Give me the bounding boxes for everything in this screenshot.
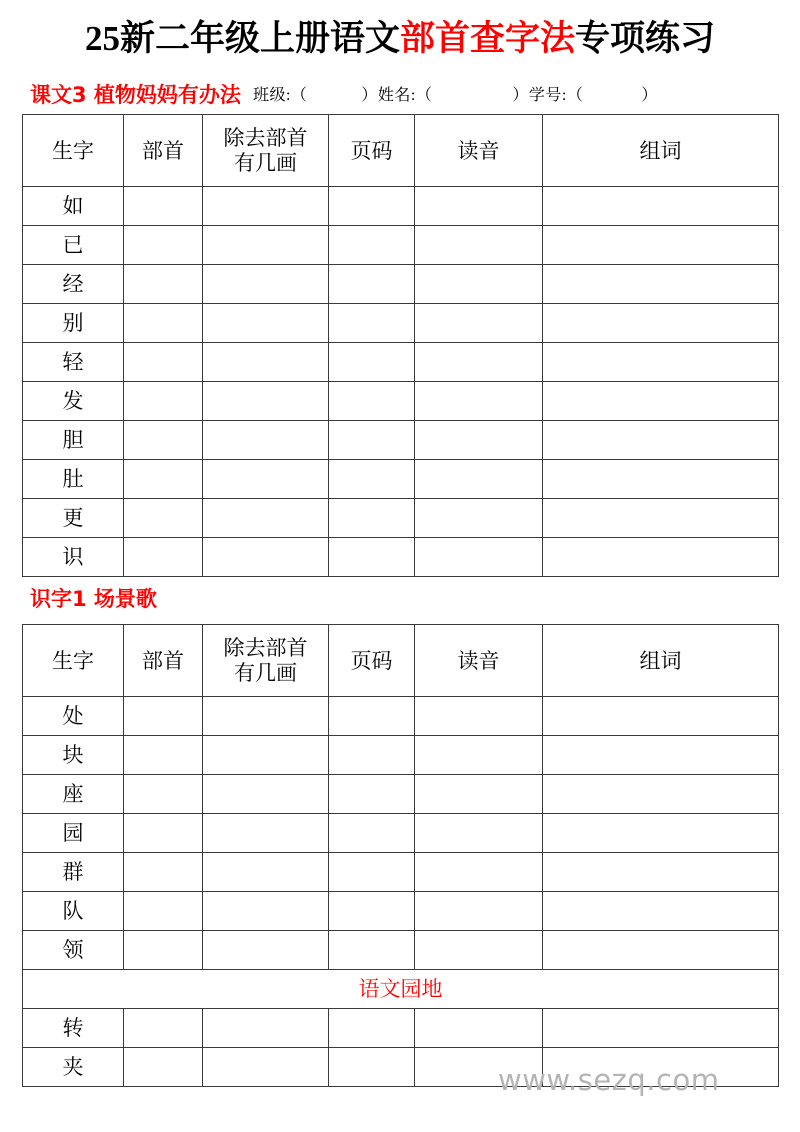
answer-cell-page[interactable] bbox=[329, 1048, 415, 1087]
answer-cell-radical[interactable] bbox=[124, 343, 203, 382]
answer-cell-words[interactable] bbox=[543, 814, 779, 853]
char-cell: 夹 bbox=[23, 1048, 124, 1087]
table-row bbox=[23, 265, 779, 304]
table-row bbox=[23, 304, 779, 343]
col-header-page: 页码 bbox=[329, 625, 415, 697]
answer-cell-words[interactable] bbox=[543, 265, 779, 304]
table-row bbox=[23, 499, 779, 538]
col-header-radical: 部首 bbox=[124, 115, 203, 187]
lesson-3-header-line bbox=[30, 78, 786, 108]
answer-cell-strokes[interactable] bbox=[203, 931, 329, 970]
answer-cell-strokes[interactable] bbox=[203, 421, 329, 460]
answer-cell-page[interactable] bbox=[329, 499, 415, 538]
col-header-char: 生字 bbox=[23, 625, 124, 697]
table-row bbox=[23, 1009, 779, 1048]
col-header-strokes bbox=[203, 625, 329, 697]
answer-cell-strokes[interactable] bbox=[203, 187, 329, 226]
table-row bbox=[23, 538, 779, 577]
char-cell: 如 bbox=[23, 187, 124, 226]
char-cell: 更 bbox=[23, 499, 124, 538]
answer-cell-radical[interactable] bbox=[124, 814, 203, 853]
answer-cell-words[interactable] bbox=[543, 853, 779, 892]
answer-cell-pronunciation[interactable] bbox=[415, 265, 543, 304]
char-cell: 别 bbox=[23, 304, 124, 343]
section-heading-literacy-1: 识字1 场景歌 bbox=[30, 587, 157, 611]
col-header-strokes-line2: 有几画 bbox=[234, 660, 297, 685]
col-header-strokes-line1: 除去部首 bbox=[223, 125, 308, 150]
col-header-page: 页码 bbox=[329, 115, 415, 187]
student-info bbox=[253, 84, 658, 108]
answer-cell-page[interactable] bbox=[329, 853, 415, 892]
answer-cell-radical[interactable] bbox=[124, 187, 203, 226]
col-header-strokes bbox=[203, 115, 329, 187]
class-close: ） bbox=[361, 87, 378, 104]
answer-cell-strokes[interactable] bbox=[203, 499, 329, 538]
answer-cell-page[interactable] bbox=[329, 304, 415, 343]
answer-cell-strokes[interactable] bbox=[203, 736, 329, 775]
answer-cell-pronunciation[interactable] bbox=[415, 304, 543, 343]
col-header-words: 组词 bbox=[543, 115, 779, 187]
answer-cell-strokes[interactable] bbox=[203, 775, 329, 814]
answer-cell-pronunciation[interactable] bbox=[415, 499, 543, 538]
answer-cell-page[interactable] bbox=[329, 538, 415, 577]
answer-cell-words[interactable] bbox=[543, 304, 779, 343]
answer-cell-radical[interactable] bbox=[124, 853, 203, 892]
answer-cell-words[interactable] bbox=[543, 931, 779, 970]
col-header-radical: 部首 bbox=[124, 625, 203, 697]
answer-cell-radical[interactable] bbox=[124, 736, 203, 775]
answer-cell-page[interactable] bbox=[329, 931, 415, 970]
answer-cell-pronunciation[interactable] bbox=[415, 226, 543, 265]
table-literacy-1 bbox=[22, 624, 779, 1087]
answer-cell-pronunciation[interactable] bbox=[415, 538, 543, 577]
table-row bbox=[23, 853, 779, 892]
title-segment-black-1: 25新二年级上册语文 bbox=[84, 19, 400, 58]
answer-cell-radical[interactable] bbox=[124, 892, 203, 931]
answer-cell-page[interactable] bbox=[329, 421, 415, 460]
table-row bbox=[23, 343, 779, 382]
answer-cell-strokes[interactable] bbox=[203, 814, 329, 853]
answer-cell-radical[interactable] bbox=[124, 226, 203, 265]
answer-cell-strokes[interactable] bbox=[203, 265, 329, 304]
answer-cell-page[interactable] bbox=[329, 736, 415, 775]
col-header-pronunciation: 读音 bbox=[415, 115, 543, 187]
answer-cell-strokes[interactable] bbox=[203, 892, 329, 931]
char-cell: 发 bbox=[23, 382, 124, 421]
table-row bbox=[23, 775, 779, 814]
answer-cell-pronunciation[interactable] bbox=[415, 853, 543, 892]
answer-cell-pronunciation[interactable] bbox=[415, 892, 543, 931]
col-header-char: 生字 bbox=[23, 115, 124, 187]
answer-cell-strokes[interactable] bbox=[203, 460, 329, 499]
answer-cell-strokes[interactable] bbox=[203, 226, 329, 265]
answer-cell-strokes[interactable] bbox=[203, 853, 329, 892]
col-header-strokes-line2: 有几画 bbox=[234, 150, 297, 175]
answer-cell-radical[interactable] bbox=[124, 538, 203, 577]
char-cell: 队 bbox=[23, 892, 124, 931]
table-lesson-3 bbox=[22, 114, 779, 577]
answer-cell-pronunciation[interactable] bbox=[415, 775, 543, 814]
char-cell: 肚 bbox=[23, 460, 124, 499]
answer-cell-page[interactable] bbox=[329, 814, 415, 853]
answer-cell-pronunciation[interactable] bbox=[415, 697, 543, 736]
table-row bbox=[23, 187, 779, 226]
answer-cell-radical[interactable] bbox=[124, 304, 203, 343]
answer-cell-page[interactable] bbox=[329, 697, 415, 736]
char-cell: 已 bbox=[23, 226, 124, 265]
char-cell: 经 bbox=[23, 265, 124, 304]
answer-cell-radical[interactable] bbox=[124, 499, 203, 538]
answer-cell-strokes[interactable] bbox=[203, 343, 329, 382]
answer-cell-words[interactable] bbox=[543, 538, 779, 577]
answer-cell-pronunciation[interactable] bbox=[415, 187, 543, 226]
table-row bbox=[23, 931, 779, 970]
answer-cell-radical[interactable] bbox=[124, 382, 203, 421]
watermark: www.sezq.com bbox=[498, 1063, 720, 1097]
char-cell: 胆 bbox=[23, 421, 124, 460]
table-row bbox=[23, 697, 779, 736]
table-row bbox=[23, 736, 779, 775]
char-cell: 园 bbox=[23, 814, 124, 853]
char-cell: 块 bbox=[23, 736, 124, 775]
name-label: 姓名:（ bbox=[377, 87, 433, 104]
answer-cell-page[interactable] bbox=[329, 460, 415, 499]
answer-cell-radical[interactable] bbox=[124, 775, 203, 814]
table-row bbox=[23, 892, 779, 931]
answer-cell-words[interactable] bbox=[543, 382, 779, 421]
answer-cell-pronunciation[interactable] bbox=[415, 1009, 543, 1048]
answer-cell-radical[interactable] bbox=[124, 931, 203, 970]
answer-cell-radical[interactable] bbox=[124, 460, 203, 499]
title-segment-black-2: 专项练习 bbox=[575, 19, 716, 58]
answer-cell-strokes[interactable] bbox=[203, 304, 329, 343]
section-heading-lesson-3: 课文3 植物妈妈有办法 bbox=[30, 83, 241, 107]
char-cell: 群 bbox=[23, 853, 124, 892]
answer-cell-words[interactable] bbox=[543, 499, 779, 538]
table-row bbox=[23, 382, 779, 421]
answer-cell-words[interactable] bbox=[543, 1009, 779, 1048]
answer-cell-pronunciation[interactable] bbox=[415, 931, 543, 970]
table-row bbox=[23, 460, 779, 499]
name-close: ） bbox=[512, 87, 529, 104]
char-cell: 领 bbox=[23, 931, 124, 970]
section-heading-yuwen-yuandi: 语文园地 bbox=[23, 970, 779, 1009]
answer-cell-pronunciation[interactable] bbox=[415, 1048, 543, 1087]
answer-cell-words[interactable] bbox=[543, 187, 779, 226]
answer-cell-page[interactable] bbox=[329, 265, 415, 304]
table-row bbox=[23, 421, 779, 460]
table-row bbox=[23, 814, 779, 853]
answer-cell-page[interactable] bbox=[329, 775, 415, 814]
answer-cell-words[interactable] bbox=[543, 1048, 779, 1087]
answer-cell-radical[interactable] bbox=[124, 265, 203, 304]
answer-cell-page[interactable] bbox=[329, 187, 415, 226]
answer-cell-words[interactable] bbox=[543, 343, 779, 382]
class-label: 班级:（ bbox=[252, 87, 308, 104]
col-header-words: 组词 bbox=[543, 625, 779, 697]
answer-cell-page[interactable] bbox=[329, 382, 415, 421]
answer-cell-radical[interactable] bbox=[124, 1048, 203, 1087]
answer-cell-pronunciation[interactable] bbox=[415, 460, 543, 499]
answer-cell-pronunciation[interactable] bbox=[415, 421, 543, 460]
answer-cell-pronunciation[interactable] bbox=[415, 814, 543, 853]
char-cell: 座 bbox=[23, 775, 124, 814]
answer-cell-words[interactable] bbox=[543, 226, 779, 265]
table-row bbox=[23, 226, 779, 265]
col-header-pronunciation: 读音 bbox=[415, 625, 543, 697]
table-header-row bbox=[23, 625, 779, 697]
char-cell: 转 bbox=[23, 1009, 124, 1048]
answer-cell-words[interactable] bbox=[543, 775, 779, 814]
answer-cell-strokes[interactable] bbox=[203, 538, 329, 577]
answer-cell-page[interactable] bbox=[329, 1009, 415, 1048]
answer-cell-words[interactable] bbox=[543, 697, 779, 736]
answer-cell-pronunciation[interactable] bbox=[415, 736, 543, 775]
answer-cell-words[interactable] bbox=[543, 892, 779, 931]
id-close: ） bbox=[641, 87, 658, 104]
answer-cell-page[interactable] bbox=[329, 892, 415, 931]
char-cell: 识 bbox=[23, 538, 124, 577]
char-cell: 处 bbox=[23, 697, 124, 736]
char-cell: 轻 bbox=[23, 343, 124, 382]
table-header-row bbox=[23, 115, 779, 187]
answer-cell-words[interactable] bbox=[543, 736, 779, 775]
answer-cell-pronunciation[interactable] bbox=[415, 382, 543, 421]
col-header-strokes-line1: 除去部首 bbox=[223, 635, 308, 660]
answer-cell-strokes[interactable] bbox=[203, 1048, 329, 1087]
title-segment-red: 部首查字法 bbox=[399, 19, 575, 58]
answer-cell-radical[interactable] bbox=[124, 697, 203, 736]
id-label: 学号:（ bbox=[528, 87, 584, 104]
answer-cell-strokes[interactable] bbox=[203, 1009, 329, 1048]
answer-cell-words[interactable] bbox=[543, 421, 779, 460]
page-title bbox=[0, 16, 800, 62]
answer-cell-page[interactable] bbox=[329, 343, 415, 382]
table-section-row bbox=[23, 970, 779, 1009]
answer-cell-radical[interactable] bbox=[124, 421, 203, 460]
answer-cell-strokes[interactable] bbox=[203, 382, 329, 421]
answer-cell-strokes[interactable] bbox=[203, 697, 329, 736]
table-row bbox=[23, 1048, 779, 1087]
answer-cell-words[interactable] bbox=[543, 460, 779, 499]
answer-cell-page[interactable] bbox=[329, 226, 415, 265]
answer-cell-pronunciation[interactable] bbox=[415, 343, 543, 382]
answer-cell-radical[interactable] bbox=[124, 1009, 203, 1048]
